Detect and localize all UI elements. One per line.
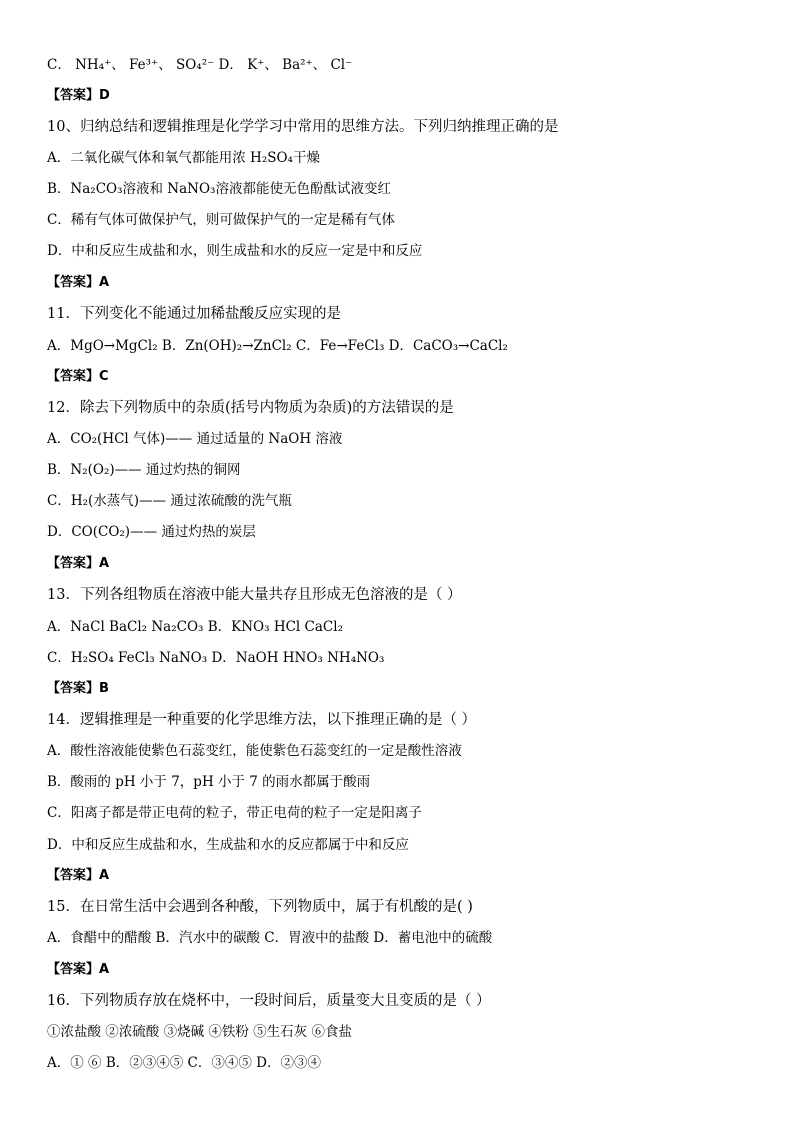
q13-answer: 【答案】B (47, 681, 109, 696)
q12-option-b: B．N₂(O₂)—— 通过灼热的铜网 (47, 462, 241, 478)
q16-substances: ①浓盐酸 ②浓硫酸 ③烧碱 ④铁粉 ⑤生石灰 ⑥食盐 (47, 1024, 352, 1040)
q11-answer: 【答案】C (47, 369, 109, 384)
q14-option-a: A．酸性溶液能使紫色石蕊变红，能使紫色石蕊变红的一定是酸性溶液 (47, 743, 462, 759)
q10-option-a: A．二氧化碳气体和氧气都能用浓 H₂SO₄干燥 (47, 150, 320, 166)
q12-option-c: C．H₂(水蒸气)—— 通过浓硫酸的洗气瓶 (47, 493, 292, 509)
q15-stem: 15．在日常生活中会遇到各种酸，下列物质中，属于有机酸的是( ) (47, 899, 473, 915)
q10-stem: 10、归纳总结和逻辑推理是化学学习中常用的思维方法。下列归纳推理正确的是 (47, 119, 559, 135)
q15-options: A．食醋中的醋酸 B．汽水中的碳酸 C．胃液中的盐酸 D．蓄电池中的硫酸 (47, 930, 493, 946)
q10-option-c: C．稀有气体可做保护气，则可做保护气的一定是稀有气体 (47, 212, 395, 228)
q13-options-ab: A．NaCl BaCl₂ Na₂CO₃ B．KNO₃ HCl CaCl₂ (47, 619, 343, 635)
q13-stem: 13．下列各组物质在溶液中能大量共存且形成无色溶液的是（ ） (47, 587, 462, 603)
q10-answer: 【答案】A (47, 275, 110, 290)
q9-option-cd: C． NH₄⁺、 Fe³⁺、 SO₄²⁻ D． K⁺、 Ba²⁺、 Cl⁻ (47, 57, 353, 73)
q13-options-cd: C．H₂SO₄ FeCl₃ NaNO₃ D．NaOH HNO₃ NH₄NO₃ (47, 650, 385, 666)
q12-option-d: D．CO(CO₂)—— 通过灼热的炭层 (47, 524, 256, 540)
q16-options: A．① ⑥ B．②③④⑤ C．③④⑤ D．②③④ (47, 1055, 321, 1071)
q14-option-c: C．阳离子都是带正电荷的粒子，带正电荷的粒子一定是阳离子 (47, 805, 422, 821)
q9-answer: 【答案】D (47, 88, 110, 103)
q10-option-b: B．Na₂CO₃溶液和 NaNO₃溶液都能使无色酚酞试液变红 (47, 181, 391, 197)
q11-stem: 11．下列变化不能通过加稀盐酸反应实现的是 (47, 306, 341, 322)
q11-options: A．MgO→MgCl₂ B．Zn(OH)₂→ZnCl₂ C．Fe→FeCl₃ D．CaCO₃→CaCl₂ (47, 338, 508, 354)
q12-stem: 12．除去下列物质中的杂质(括号内物质为杂质)的方法错误的是 (47, 400, 454, 416)
q14-option-d: D．中和反应生成盐和水，生成盐和水的反应都属于中和反应 (47, 837, 409, 853)
q16-stem: 16．下列物质存放在烧杯中，一段时间后，质量变大且变质的是（ ） (47, 993, 491, 1009)
q15-answer: 【答案】A (47, 962, 110, 977)
q10-option-d: D．中和反应生成盐和水，则生成盐和水的反应一定是中和反应 (47, 243, 423, 259)
q14-option-b: B．酸雨的 pH 小于 7，pH 小于 7 的雨水都属于酸雨 (47, 774, 371, 790)
q14-answer: 【答案】A (47, 868, 110, 883)
q12-option-a: A．CO₂(HCl 气体)—— 通过适量的 NaOH 溶液 (47, 431, 343, 447)
q12-answer: 【答案】A (47, 556, 110, 571)
q14-stem: 14．逻辑推理是一种重要的化学思维方法，以下推理正确的是（ ） (47, 712, 477, 728)
